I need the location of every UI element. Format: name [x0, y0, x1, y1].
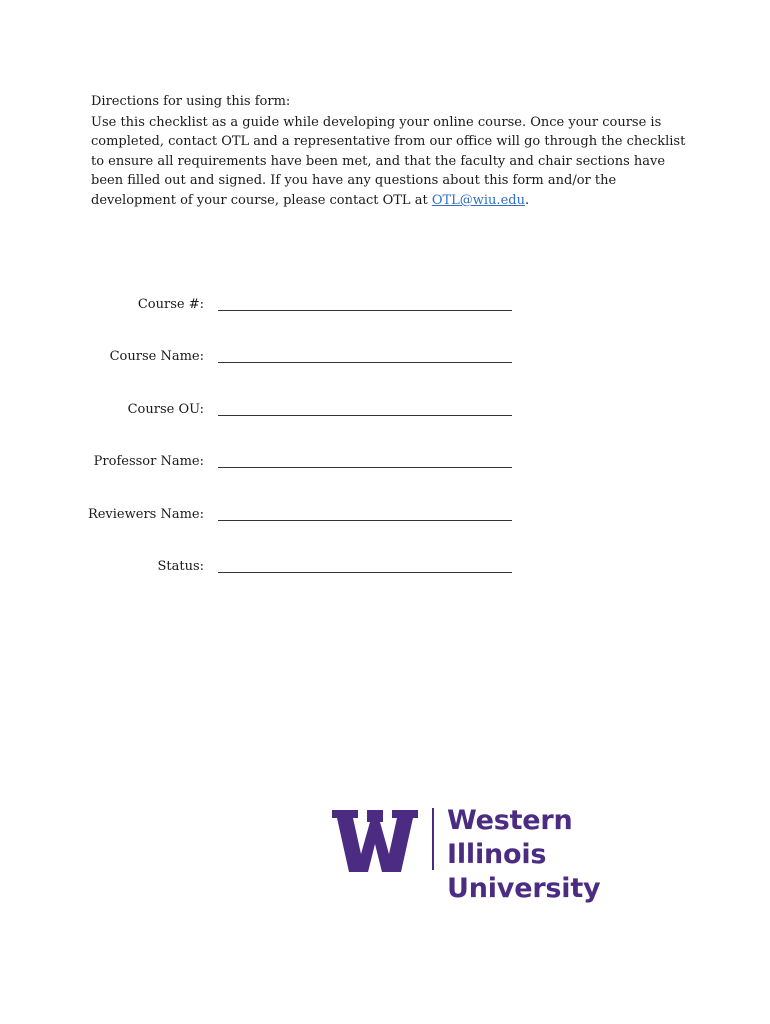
directions-text: Use this checklist as a guide while developing your online course. Once your course is completed, contact OTL and a representative from our office will go through the checklist to ensure all requirements have been met, and that the faculty and chair sections have been filled out and signed. If you have any questions about this form and/or the development of your course, please contact OTL at [91, 114, 686, 208]
wiu-logo [332, 805, 672, 904]
field-course-number [0, 295, 770, 317]
directions-trailing: . [524, 192, 530, 208]
logo-line-2: University [447, 873, 601, 904]
directions-body [91, 113, 691, 211]
logo-divider [432, 808, 434, 870]
course-ou-blank[interactable] [218, 415, 512, 416]
course-name-blank[interactable] [218, 362, 512, 363]
wiu-w-icon [332, 810, 418, 872]
field-label: Course #: [137, 297, 204, 312]
otl-email-link[interactable]: OTL@wiu.edu [431, 192, 525, 208]
professor-name-blank[interactable] [218, 467, 512, 468]
directions-heading: Directions for using this form: [91, 94, 291, 109]
field-label: Status: [157, 559, 204, 574]
logo-line-1: Western Illinois [447, 805, 573, 870]
field-professor-name [0, 452, 770, 474]
field-reviewers-name [0, 505, 770, 527]
field-label: Professor Name: [93, 454, 204, 469]
directions-section [91, 92, 691, 211]
logo-wordmark [447, 804, 672, 906]
field-label: Course OU: [127, 402, 204, 417]
reviewers-name-blank[interactable] [218, 520, 512, 521]
field-status [0, 557, 770, 579]
field-course-name [0, 347, 770, 369]
course-number-blank[interactable] [218, 310, 512, 311]
field-course-ou [0, 400, 770, 422]
field-label: Course Name: [109, 349, 204, 364]
status-blank[interactable] [218, 572, 512, 573]
field-label: Reviewers Name: [87, 507, 204, 522]
